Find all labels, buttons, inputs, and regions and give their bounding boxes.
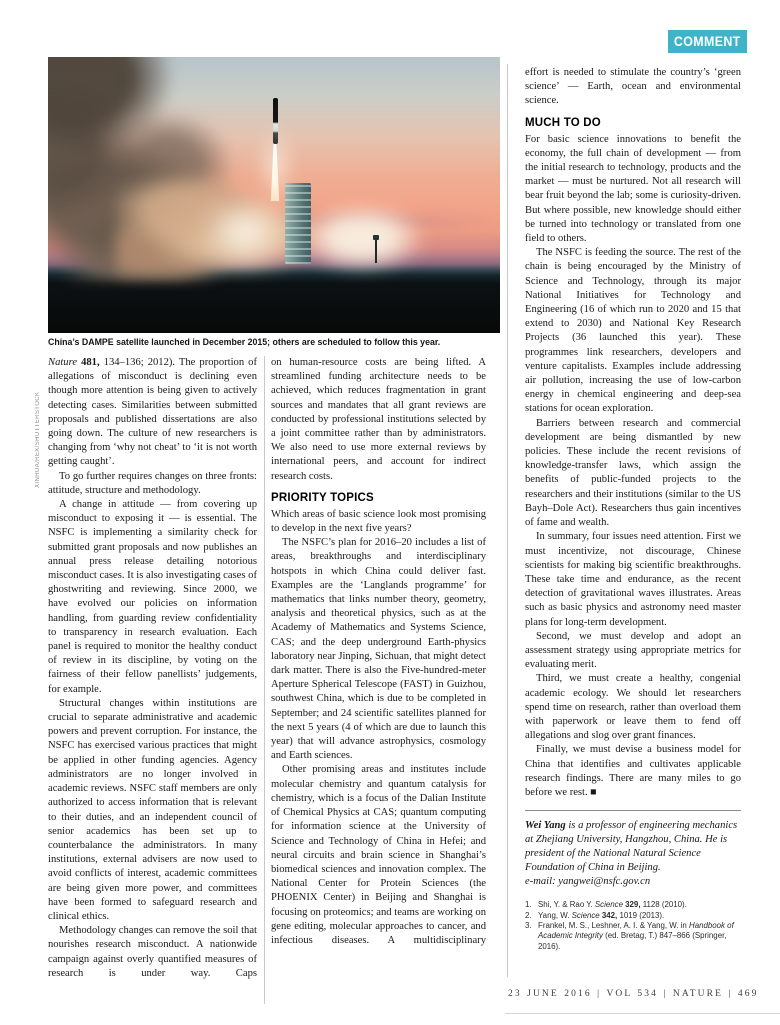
rocket <box>273 98 278 144</box>
journal-volume-bold: 481, <box>81 357 100 368</box>
reference-pages: 1128 (2010). <box>642 900 687 910</box>
reference-text <box>538 900 741 910</box>
section-heading-priority-topics: PRIORITY TOPICS <box>271 491 374 504</box>
author-bio-body: is a professor of engineering mechanics at Zhejiang University, Hangzhou, China. He is president of the National Natural Science Foundation of China in Beijing. <box>525 820 738 874</box>
paragraph: The NSFC is feeding the source. The rest of the chain is being encouraged by the Ministry of Science and Technology, through its major National Initiatives for Technology and Engineering (16 of which run to 2020 and 15 that extend to 2030) and National Key Research Projects (36 launched this year). These programmes link researchers, developers and venture capitalists. Examples include addressing air pollution, increasing the use of low-carbon energy in chemical engineering and deep-sea stations for ocean exploration. <box>525 247 741 415</box>
paragraph: Finally, we must devise a business model for China that identifies and cultivates applicable research findings. There are many miles to go before we rest. ■ <box>525 744 741 798</box>
reference-authors: Shi, Y. & Rao Y. <box>538 900 595 910</box>
references-list <box>525 900 741 952</box>
paragraph: effort is needed to stimulate the country’s ‘green science’ — Earth, ocean and environmental science. <box>525 67 741 107</box>
reference-text <box>538 921 741 952</box>
journal-name-italic: Nature <box>48 357 82 368</box>
section-heading-much-to-do: MUCH TO DO <box>525 116 601 129</box>
column-divider-left-mid <box>264 356 265 1004</box>
photo-credit: XINHUA/REX/SHUTTERSTOCK <box>35 391 41 488</box>
reference-source: Science <box>594 900 626 910</box>
footer-rule <box>505 1013 780 1014</box>
paragraph <box>48 356 257 470</box>
reference-item <box>525 911 741 921</box>
paragraph: Third, we must create a healthy, congenial academic ecology. We should let researchers spend time on research, rather than overload them with paperwork or leave them to fend off allegations and slog over grant finances. <box>525 673 741 742</box>
reference-source: Science <box>571 910 602 920</box>
photo-caption: China’s DAMPE satellite launched in December 2015; others are scheduled to follow this year. <box>48 337 441 347</box>
paragraph: To go further requires changes on three fronts: attitude, structure and methodology. <box>48 470 257 496</box>
column-divider-mid-right <box>507 64 508 977</box>
white-steam-cloud <box>301 205 437 271</box>
reference-item <box>525 900 741 910</box>
reference-authors: Yang, W. <box>538 910 572 920</box>
paragraph: on human-resource costs are being lifted. A streamlined funding architecture needs to be achieved, which reduces fragmentation in grant sources and mandates that all grant reviews are conducted by professional institutions selected by a joint committee rather than by administrators. We also need to use more external reviews by international peers, and account for indirect research costs. <box>271 357 486 482</box>
paragraph: A change in attitude — from covering up misconduct to exposing it — is essential. The NSFC is implementing a similarity check for submitted grant proposals and now publishes an annual press release detailing notorious misconduct cases. It is also investigating cases of ghostwriting and reviewing. Since 2000, we have evolved our policies on information handling, from guarding review confidentiality to transparency in research evaluation. Each panel is required to monitor the healthy conduct of review in its discipline, by voting on the fairness of their fellow panellists’ judgements, for example. <box>48 499 257 695</box>
paragraph: Second, we must develop and adopt an assessment strategy using appropriate metrics for evaluating merit. <box>525 630 741 671</box>
paragraph: Which areas of basic science look most promising to develop in the next five years? <box>271 508 486 535</box>
reference-pages: 1019 (2013). <box>619 910 665 920</box>
reference-authors: Frankel, M. S., Leshner, A. I. & Yang, W. in <box>538 920 690 930</box>
reference-number: 1. <box>525 900 532 910</box>
author-bio <box>525 810 741 889</box>
lightning-mast <box>375 238 377 263</box>
article-column-right <box>525 66 741 952</box>
reference-number: 2. <box>525 910 532 920</box>
reference-number: 3. <box>525 920 532 930</box>
paragraph: For basic science innovations to benefit the economy, the full chain of development — from the initial research to technology, products and the market — must be nurtured. Not all research will bear fruit beyond the lab; some is curiosity-driven. But where possible, new knowledge should either be turned into technology or translated from one field to others. <box>525 133 741 245</box>
paragraph: Other promising areas and institutes include molecular chemistry and quantum catalysis for chemistry, which is a focus of the Dalian Institute of Chemical Physics at CAS; quantum computing for information science at the University of Science and Technology of China in Hefei; and neural circuits and brain science in Shanghai’s biomedical sciences and innovation complex. The National Center for Protein Sciences (the PHOENIX Center) in Beijing and Shanghai is focusing on proteomics; and teams are working on gene editing, molecular approaches to cancer, and infectious diseases. A multidisciplinary <box>271 764 486 946</box>
author-email-line <box>525 875 741 889</box>
reference-volume: 342, <box>601 910 620 920</box>
article-column-left <box>48 356 257 981</box>
paragraph: Structural changes within institutions are crucial to separate administrative and academic powers and prevent corruption. For instance, the NSFC has exercised various practices that might be applied in other funding agencies. Agency administrators are no longer involved in academic reviews. NSFC staff members are only authorized to access information that is relevant to their duties, and an independent council of senior academics has been set up to counterbalance the administrators. In many institutions, external advisers are now used to avoid conflicts of interest, academic committees are being given more power, and committees have been formed to safeguard research and clinical ethics. <box>48 697 257 922</box>
reference-text <box>538 911 741 921</box>
paragraph: The NSFC’s plan for 2016–20 includes a list of areas, breakthroughs and interdisciplinary hotspots in which China could deliver fast. Examples are the ‘Langlands programme’ for mathematics that links number theory, geometry, analysis and theoretical physics, such as at the Academy of Mathematics and Systems Science, CAS; and the deep underground Earth-physics laboratory near Jinping, Sichuan, that might detect dark matter. There is also the Five-hundred-meter Aperture Spherical Telescope (FAST) in Guizhou, southwest China, which is due to be completed in September; and 24 scientific satellites planned for the next 5 years (4 of which are due to launch this year) that will advance astrophysics, cosmology and Earth sciences. <box>271 537 486 762</box>
article-column-middle <box>271 356 486 948</box>
author-name: Wei Yang <box>525 820 566 832</box>
reference-source: Handbook of Academic Integrity <box>538 920 734 941</box>
comment-banner <box>668 30 747 53</box>
page-footer: 23 JUNE 2016 | VOL 534 | NATURE | 469 <box>508 989 759 999</box>
paragraph: Barriers between research and commercial development are being dismantled by new policies. These include the recent revisions of knowledge-transfer laws, which assign the benefits of public-funded projects to the researchers and their institutions (similar to the US Bayh–Dole Act). Researchers thus gain incentives of fame and wealth. <box>525 417 741 529</box>
paragraph-text: 134–136; 2012). The proportion of allegations of misconduct is declining even though more attention is being given to actively detecting cases. Similarities between submitted proposals and published dissertations are also going down. The culture of new researchers is changing from ‘why not cheat’ to ‘it is not worth getting caught’. <box>48 357 257 468</box>
launch-photo <box>48 57 500 333</box>
email-label: e-mail: <box>525 876 559 888</box>
reference-volume: 329, <box>625 900 643 910</box>
reference-item <box>525 921 741 952</box>
paragraph: In summary, four issues need attention. First we must incentivize, not discourage, Chinese scientists for making big scientific breakthroughs. These take time and endurance, as the recent detection of gravitational waves illustrates. Areas such as basic physics and astronomy need master plans for long-term development. <box>525 531 741 628</box>
author-email-link[interactable]: yangwei@nsfc.gov.cn <box>558 876 651 888</box>
reference-pages: (ed. Bretag, T.) 847–866 (Springer, 2016). <box>538 931 727 951</box>
author-bio-text <box>525 819 741 875</box>
paragraph: Methodology changes can remove the soil that nourishes research misconduct. A nationwide campaign against overly quantified measures of research is under way. Caps <box>48 925 257 979</box>
comment-banner-label: COMMENT <box>674 33 741 49</box>
